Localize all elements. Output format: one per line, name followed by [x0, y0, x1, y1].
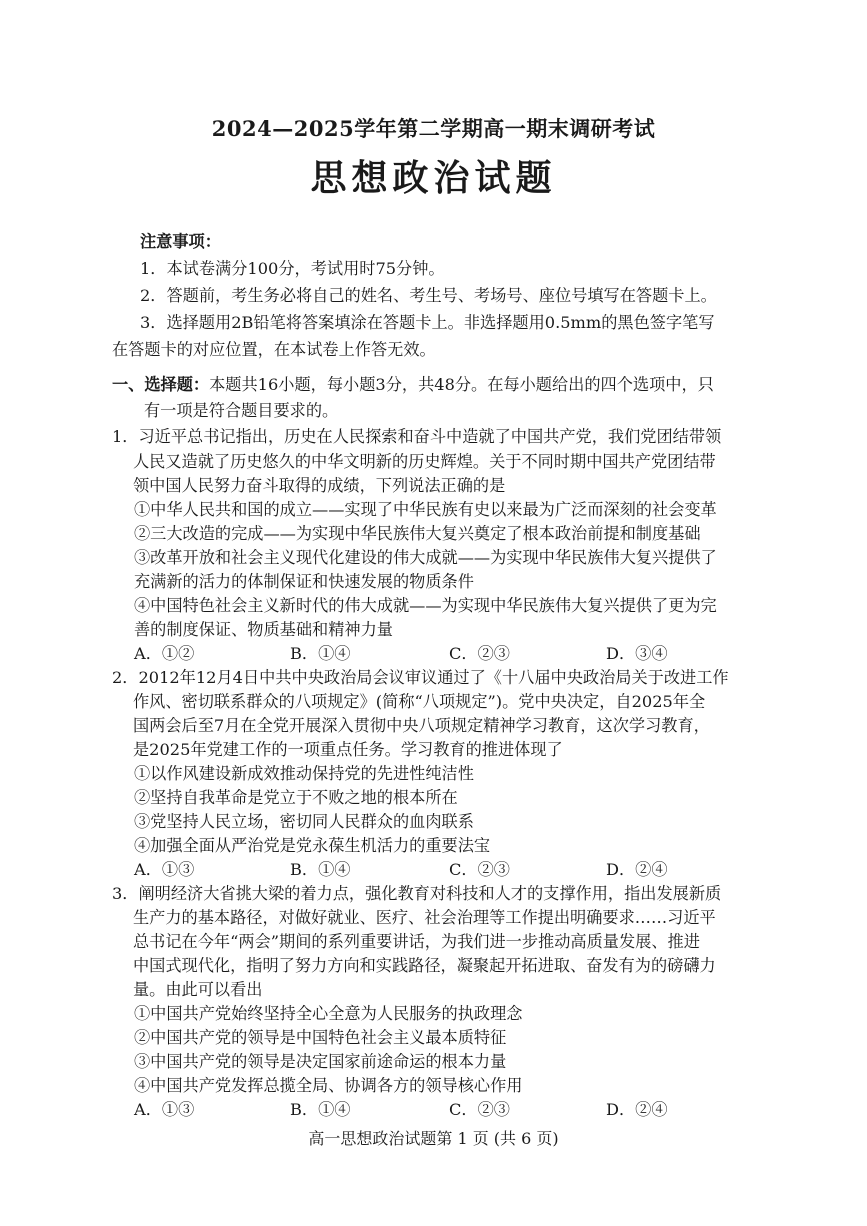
section-intro-line-2: 有一项是符合题目要求的。: [144, 401, 339, 420]
option-a[interactable]: A．①②: [134, 644, 195, 663]
option-c[interactable]: C．②③: [449, 860, 510, 879]
question-stem-line: 中国式现代化，指明了努力方向和实践路径，凝聚起开拓进取、奋发有为的磅礴力: [133, 956, 716, 975]
question-stem-line: 作风、密切联系群众的八项规定》(简称“八项规定”)。党中央决定，自2025年全: [133, 692, 706, 711]
statement-item: ③党坚持人民立场，密切同人民群众的血肉联系: [134, 812, 474, 831]
notice-line-1: 1．本试卷满分100分，考试用时75分钟。: [140, 259, 445, 278]
statement-item: ①中国共产党始终坚持全心全意为人民服务的执政理念: [134, 1004, 523, 1023]
question-stem-line: 量。由此可以看出: [133, 980, 263, 999]
statement-item: ④中国共产党发挥总揽全局、协调各方的领导核心作用: [134, 1076, 523, 1095]
option-c[interactable]: C．②③: [449, 1100, 510, 1119]
question-stem-line: 领中国人民努力奋斗取得的成绩，下列说法正确的是: [133, 476, 506, 495]
question-stem-line: 生产力的基本路径，对做好就业、医疗、社会治理等工作提出明确要求……习近平: [133, 908, 716, 927]
question-stem-line: 2．2012年12月4日中共中央政治局会议审议通过了《十八届中央政治局关于改进工作: [112, 668, 729, 687]
option-a[interactable]: A．①③: [134, 860, 195, 879]
option-d[interactable]: D．③④: [606, 644, 668, 663]
statement-item: ①中华人民共和国的成立——实现了中华民族有史以来最为广泛而深刻的社会变革: [134, 500, 717, 519]
question-stem-line: 3．阐明经济大省挑大梁的着力点，强化教育对科技和人才的支撑作用，指出发展新质: [112, 884, 722, 903]
option-b[interactable]: B．①④: [290, 1100, 351, 1119]
statement-item: ②中国共产党的领导是中国特色社会主义最本质特征: [134, 1028, 507, 1047]
option-a[interactable]: A．①③: [134, 1100, 195, 1119]
statement-item: 充满新的活力的体制保证和快速发展的物质条件: [134, 572, 474, 591]
statement-item: ④加强全面从严治党是党永葆生机活力的重要法宝: [134, 836, 491, 855]
statement-item: ②坚持自我革命是党立于不败之地的根本所在: [134, 788, 458, 807]
notice-line-4: 在答题卡的对应位置，在本试卷上作答无效。: [112, 340, 436, 359]
section-intro-text: 本题共16小题，每小题3分，共48分。在每小题给出的四个选项中，只: [209, 375, 714, 394]
notice-line-2: 2．答题前，考生务必将自己的姓名、考生号、考场号、座位号填写在答题卡上。: [140, 286, 717, 305]
section-label: 一、选择题：: [112, 375, 210, 394]
exam-title: 2024—2025学年第二学期高一期末调研考试: [211, 116, 656, 141]
statement-item: ④中国特色社会主义新时代的伟大成就——为实现中华民族伟大复兴提供了更为完: [134, 596, 717, 615]
option-d[interactable]: D．②④: [606, 860, 668, 879]
statement-item: ①以作风建设新成效推动保持党的先进性纯洁性: [134, 764, 474, 783]
section-intro-line-1: [112, 377, 714, 393]
question-stem-line: 1．习近平总书记指出，历史在人民探索和奋斗中造就了中国共产党，我们党团结带领: [112, 427, 722, 446]
statement-item: ③中国共产党的领导是决定国家前途命运的根本力量: [134, 1052, 507, 1071]
option-b[interactable]: B．①④: [290, 644, 351, 663]
notice-line-3: 3．选择题用2B铅笔将答案填涂在答题卡上。非选择题用0.5mm的黑色签字笔写: [140, 313, 715, 332]
question-stem-line: 国两会后至7月在全党开展深入贯彻中央八项规定精神学习教育，这次学习教育，: [133, 716, 710, 735]
option-c[interactable]: C．②③: [449, 644, 510, 663]
question-stem-line: 人民又造就了历史悠久的中华文明新的历史辉煌。关于不同时期中国共产党团结带: [133, 452, 716, 471]
page-footer: 高一思想政治试题第 1 页 (共 6 页): [308, 1129, 559, 1148]
statement-item: ③改革开放和社会主义现代化建设的伟大成就——为实现中华民族伟大复兴提供了: [134, 548, 717, 567]
subject-title: 思想政治试题: [310, 157, 557, 199]
statement-item: ②三大改造的完成——为实现中华民族伟大复兴奠定了根本政治前提和制度基础: [134, 524, 701, 543]
statement-item: 善的制度保证、物质基础和精神力量: [134, 620, 393, 639]
notice-heading: 注意事项：: [140, 232, 221, 251]
option-b[interactable]: B．①④: [290, 860, 351, 879]
question-stem-line: 总书记在今年“两会”期间的系列重要讲话，为我们进一步推动高质量发展、推进: [133, 932, 700, 951]
question-stem-line: 是2025年党建工作的一项重点任务。学习教育的推进体现了: [133, 740, 563, 759]
option-d[interactable]: D．②④: [606, 1100, 668, 1119]
